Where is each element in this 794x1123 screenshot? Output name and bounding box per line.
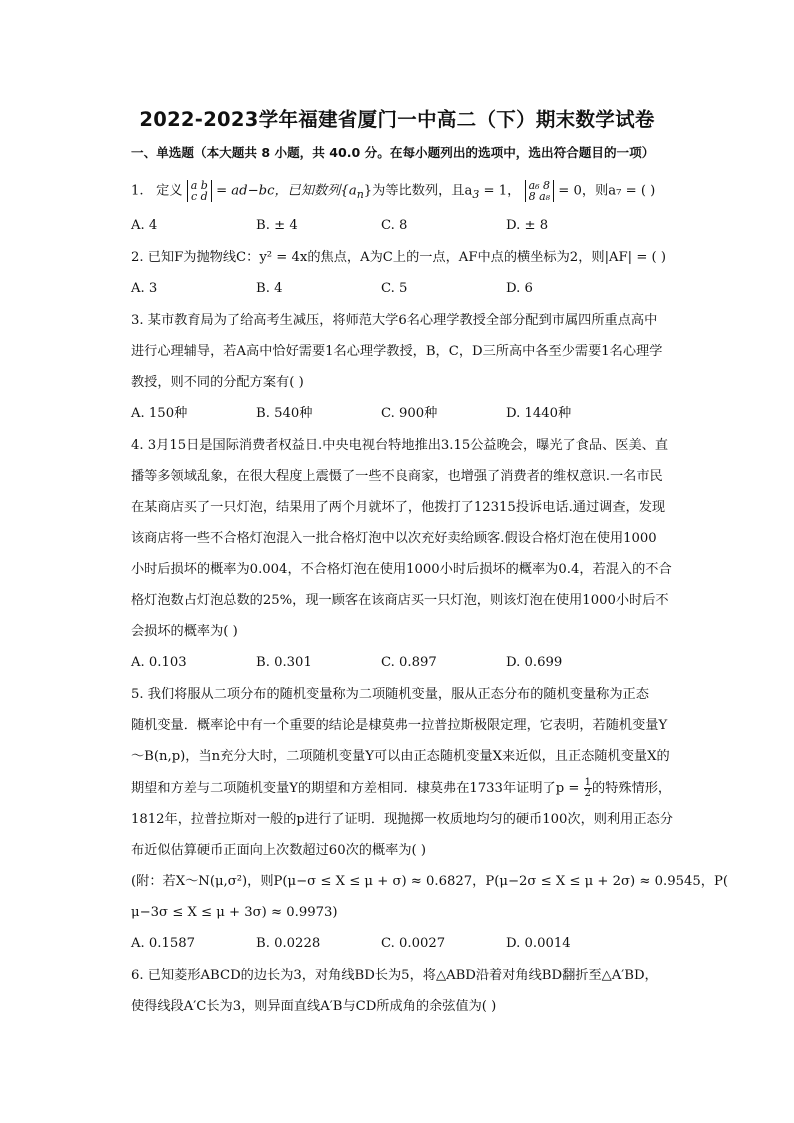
question-1-options [131, 216, 691, 236]
question-5-line-2: 随机变量．概率论中有一个重要的结论是棣莫弗一拉普拉斯极限定理，它表明，若随机变量Y [131, 718, 668, 733]
option-a[interactable]: A. 150种 [131, 406, 188, 421]
question-4-line-6: 格灯泡数占灯泡总数的25%，现一顾客在该商店买一只灯泡，则该灯泡在使用1000小时后不 [131, 593, 669, 608]
question-3-line-1: 3. 某市教育局为了给高考生减压，将师范大学6名心理学教授全部分配到市属四所重点高中 [131, 313, 658, 328]
question-5-line-1: 5. 我们将服从二项分布的随机变量称为二项随机变量，服从正态分布的随机变量称为正态 [131, 687, 649, 702]
option-c[interactable]: C. 5 [381, 281, 408, 296]
question-4-line-3: 在某商店买了一只灯泡，结果用了两个月就坏了，他拨打了12315投诉电话.通过调查，发现 [131, 500, 666, 515]
option-a[interactable]: A. 0.1587 [131, 936, 196, 951]
question-3-line-3: 教授，则不同的分配方案有( ) [131, 375, 304, 390]
fraction-one-half: $\frac{1}{2}$ [584, 777, 591, 799]
determinant-definition: a b c d [187, 180, 212, 202]
option-a[interactable]: A. 3 [131, 281, 158, 296]
option-d[interactable]: D. ± 8 [506, 218, 549, 233]
question-5-line-7: (附：若X～N(μ,σ²)，则P(μ−σ ≤ X ≤ μ + σ) ≈ 0.6827，P(μ−2σ ≤ X ≤ μ + 2σ) ≈ 0.9545，P( [131, 874, 728, 889]
option-d[interactable]: D. 0.699 [506, 655, 563, 670]
question-4-line-2: 播等多领域乱象，在很大程度上震慑了一些不良商家，也增强了消费者的维权意识.一名市民 [131, 469, 663, 484]
question-4-line-7: 会损坏的概率为( ) [131, 624, 238, 639]
question-4-line-4: 该商店将一些不合格灯泡混入一批合格灯泡中以次充好卖给顾客.假设合格灯泡在使用1000 [131, 531, 657, 546]
option-c[interactable]: C. 900种 [381, 406, 438, 421]
question-2-stem: 2. 已知F为抛物线C：y² = 4x的焦点，A为C上的一点，AF中点的横坐标为2，则|AF| = ( ) [131, 250, 667, 265]
question-5-line-3: ～B(n,p)，当n充分大时，二项随机变量Y可以由正态随机变量X来近似，且正态随机变量X的 [131, 749, 670, 764]
option-a[interactable]: A. 0.103 [131, 655, 187, 670]
question-5-line-4: 期望和方差与二项随机变量Y的期望和方差相同．棣莫弗在1733年证明了p = $\frac{1}{2}$ 的特殊情形， [131, 777, 672, 799]
question-3-line-2: 进行心理辅导，若A高中恰好需要1名心理学教授，B，C，D三所高中各至少需要1名心理学 [131, 344, 663, 359]
question-5-line-6: 布近似估算硬币正面向上次数超过60次的概率为( ) [131, 843, 427, 858]
question-4-line-5: 小时后损坏的概率为0.004，不合格灯泡在使用1000小时后损坏的概率为0.4，若混入的不合 [131, 562, 672, 577]
option-d[interactable]: D. 1440种 [506, 406, 572, 421]
option-c[interactable]: C. 0.0027 [381, 936, 446, 951]
option-b[interactable]: B. 540种 [256, 406, 313, 421]
option-b[interactable]: B. 4 [256, 281, 283, 296]
exam-title: 2022-2023学年福建省厦门一中高二（下）期末数学试卷 [139, 108, 655, 131]
question-4-options [131, 653, 691, 673]
option-c[interactable]: C. 8 [381, 218, 408, 233]
question-5-line-5: 1812年，拉普拉斯对一般的p进行了证明．现抛掷一枚质地均匀的硬币100次，则利用正态分 [131, 812, 673, 827]
question-4-line-1: 4. 3月15日是国际消费者权益日.中央电视台特地推出3.15公益晚会，曝光了食品、医美、直 [131, 438, 669, 453]
option-d[interactable]: D. 6 [506, 281, 533, 296]
section-single-choice-heading: 一、单选题（本大题共 8 小题，共 40.0 分。在每小题列出的选项中，选出符合题目的一项） [131, 145, 655, 160]
option-c[interactable]: C. 0.897 [381, 655, 437, 670]
question-2-options [131, 279, 691, 299]
option-b[interactable]: B. 0.301 [256, 655, 312, 670]
question-5-options [131, 934, 691, 954]
question-6-line-2: 使得线段A′C长为3，则异面直线A′B与CD所成角的余弦值为( ) [131, 999, 497, 1014]
determinant-condition: a₆ 8 8 a₈ [525, 180, 554, 202]
question-1-number: 1. [131, 183, 144, 199]
question-1-stem: 1. 定义 a b c d = ad−bc，已知数列$\{a_n\}$为等比数列，且$a_3 = 1$， a₆ 8 8 a₈ = 0，则a₇ = ( ) [131, 179, 656, 203]
option-d[interactable]: D. 0.0014 [506, 936, 571, 951]
option-b[interactable]: B. 0.0228 [256, 936, 321, 951]
option-a[interactable]: A. 4 [131, 218, 158, 233]
question-6-line-1: 6. 已知菱形ABCD的边长为3，对角线BD长为5，将△ABD沿着对角线BD翻折至△A′BD， [131, 968, 658, 983]
question-5-line-8: μ−3σ ≤ X ≤ μ + 3σ) ≈ 0.9973) [131, 905, 338, 920]
question-3-options [131, 404, 691, 424]
option-b[interactable]: B. ± 4 [256, 218, 298, 233]
